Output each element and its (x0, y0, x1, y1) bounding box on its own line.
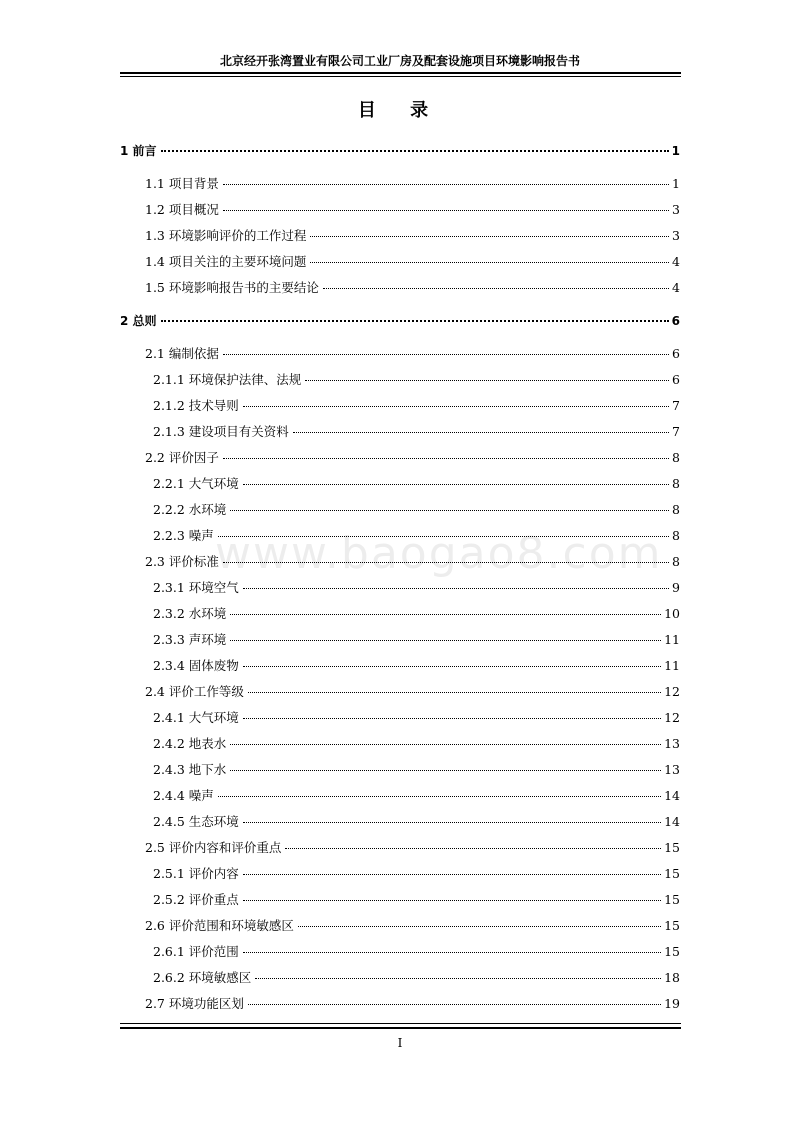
toc-entry-page: 15 (664, 840, 680, 855)
toc-entry[interactable] (145, 228, 680, 244)
toc-dot-leader (230, 770, 661, 771)
toc-entry[interactable] (153, 606, 680, 622)
toc-entry[interactable] (145, 684, 680, 700)
toc-entry-label: 2.4.5 生态环境 (153, 814, 239, 829)
toc-entry-page: 6 (672, 372, 680, 387)
toc-entry[interactable] (153, 944, 680, 960)
toc-dot-leader (248, 692, 661, 693)
toc-dot-leader (243, 666, 661, 667)
toc-entry[interactable] (145, 996, 680, 1012)
toc-entry-page: 12 (664, 684, 680, 699)
toc-entry-page: 19 (664, 996, 680, 1011)
toc-entry-label: 2.3.3 声环境 (153, 632, 227, 647)
toc-dot-leader (243, 952, 661, 953)
toc-entry-page: 1 (671, 144, 680, 158)
toc-entry-page: 13 (664, 762, 680, 777)
toc-dot-leader (323, 288, 669, 289)
toc-dot-leader (255, 978, 661, 979)
toc-entry-label: 2.6.2 环境敏感区 (153, 970, 252, 985)
toc-entry-page: 7 (672, 398, 680, 413)
toc-dot-leader (243, 718, 661, 719)
toc-entry-label: 2.4.3 地下水 (153, 762, 227, 777)
toc-entry[interactable] (153, 762, 680, 778)
toc-entry-page: 14 (664, 788, 680, 803)
toc-entry[interactable] (153, 580, 680, 596)
toc-entry[interactable] (153, 658, 680, 674)
toc-dot-leader (230, 640, 661, 641)
toc-entry-page: 6 (672, 346, 680, 361)
toc-entry-page: 10 (664, 606, 680, 621)
toc-entry-page: 15 (664, 866, 680, 881)
watermark: www.baogao8.com (215, 528, 663, 579)
toc-entry-page: 11 (664, 658, 680, 673)
toc-entry-page: 8 (672, 476, 680, 491)
toc-entry[interactable] (145, 202, 680, 218)
toc-entry-page: 18 (664, 970, 680, 985)
toc-entry[interactable] (153, 398, 680, 414)
toc-entry-label: 1.5 环境影响报告书的主要结论 (145, 280, 319, 295)
toc-entry[interactable] (145, 918, 680, 934)
toc-entry-label: 2.1.3 建设项目有关资料 (153, 424, 289, 439)
toc-entry-label: 1.3 环境影响评价的工作过程 (145, 228, 307, 243)
toc-dot-leader (243, 484, 669, 485)
toc-entry[interactable] (153, 424, 680, 440)
toc-dot-leader (243, 588, 669, 589)
toc-entry-page: 3 (672, 202, 680, 217)
toc-entry[interactable] (145, 554, 680, 570)
toc-entry-label: 2.4.2 地表水 (153, 736, 227, 751)
toc-entry[interactable] (145, 840, 680, 856)
toc-dot-leader (223, 354, 669, 355)
toc-dot-leader (218, 536, 669, 537)
toc-entry-label: 2.2.2 水环境 (153, 502, 227, 517)
toc-dot-leader (223, 184, 669, 185)
toc-entry[interactable] (120, 143, 680, 159)
toc-dot-leader (293, 432, 669, 433)
toc-dot-leader (223, 210, 669, 211)
toc-entry[interactable] (153, 528, 680, 544)
toc-dot-leader (298, 926, 661, 927)
toc-dot-leader (230, 744, 661, 745)
header-rule-thick (120, 72, 681, 74)
toc-entry[interactable] (153, 814, 680, 830)
toc-entry-page: 1 (672, 176, 680, 191)
toc-dot-leader (310, 262, 669, 263)
toc-dot-leader (223, 458, 669, 459)
toc-entry-label: 1 前言 (120, 144, 157, 158)
toc-entry-label: 2.3 评价标准 (145, 554, 219, 569)
toc-dot-leader (305, 380, 669, 381)
toc-entry-label: 1.2 项目概况 (145, 202, 219, 217)
toc-entry[interactable] (153, 632, 680, 648)
toc-entry-page: 15 (664, 918, 680, 933)
toc-entry-page: 14 (664, 814, 680, 829)
toc-dot-leader (223, 562, 669, 563)
toc-entry-label: 2.4.4 噪声 (153, 788, 214, 803)
toc-entry-label: 2.3.2 水环境 (153, 606, 227, 621)
toc-entry-page: 12 (664, 710, 680, 725)
toc-entry[interactable] (153, 892, 680, 908)
toc-entry-label: 2.6 评价范围和环境敏感区 (145, 918, 294, 933)
toc-entry-page: 9 (672, 580, 680, 595)
toc-entry[interactable] (153, 788, 680, 804)
toc-entry[interactable] (145, 450, 680, 466)
running-header: 北京经开张湾置业有限公司工业厂房及配套设施项目环境影响报告书 (219, 54, 580, 68)
toc-dot-leader (230, 614, 661, 615)
toc-entry-page: 4 (672, 280, 680, 295)
toc-dot-leader (243, 874, 661, 875)
toc-entry-label: 2.1.1 环境保护法律、法规 (153, 372, 302, 387)
toc-entry[interactable] (145, 254, 680, 270)
toc-entry-page: 8 (672, 450, 680, 465)
toc-entry-page: 15 (664, 892, 680, 907)
toc-entry[interactable] (145, 176, 680, 192)
toc-entry-label: 1.1 项目背景 (145, 176, 219, 191)
toc-entry-label: 2.3.4 固体废物 (153, 658, 239, 673)
toc-entry-label: 2.1.2 技术导则 (153, 398, 239, 413)
toc-entry[interactable] (153, 502, 680, 518)
toc-dot-leader (243, 406, 669, 407)
toc-entry-page: 8 (672, 528, 680, 543)
toc-dot-leader (248, 1004, 661, 1005)
toc-dot-leader (310, 236, 669, 237)
toc-entry-page: 3 (672, 228, 680, 243)
toc-dot-leader (243, 822, 661, 823)
toc-entry[interactable] (145, 346, 680, 362)
toc-entry[interactable] (120, 313, 680, 329)
toc-entry-label: 2.1 编制依据 (145, 346, 219, 361)
footer-rule-thin (120, 1023, 681, 1024)
toc-entry-label: 2.2 评价因子 (145, 450, 219, 465)
toc-dot-leader (285, 848, 661, 849)
toc-entry-page: 13 (664, 736, 680, 751)
toc-entry-label: 2.6.1 评价范围 (153, 944, 239, 959)
toc-entry-page: 8 (672, 502, 680, 517)
toc-entry-label: 2.7 环境功能区划 (145, 996, 244, 1011)
toc-entry-page: 8 (672, 554, 680, 569)
toc-dot-leader (243, 900, 661, 901)
toc-dot-leader (161, 150, 669, 152)
toc-entry-label: 2.2.3 噪声 (153, 528, 214, 543)
toc-entry-label: 2.5.2 评价重点 (153, 892, 239, 907)
toc-title: 目 录 (357, 100, 443, 121)
toc-entry-page: 15 (664, 944, 680, 959)
toc-entry-page: 11 (664, 632, 680, 647)
toc-entry-label: 2.4.1 大气环境 (153, 710, 239, 725)
toc-entry[interactable] (153, 970, 680, 986)
toc-entry-label: 2.5.1 评价内容 (153, 866, 239, 881)
header-rule-thin (120, 76, 681, 77)
toc-entry[interactable] (145, 280, 680, 296)
toc-dot-leader (218, 796, 661, 797)
toc-entry[interactable] (153, 710, 680, 726)
toc-entry-label: 2.3.1 环境空气 (153, 580, 239, 595)
toc-entry-label: 2.4 评价工作等级 (145, 684, 244, 699)
toc-dot-leader (161, 320, 669, 322)
footer-rule-thick (120, 1027, 681, 1029)
toc-dot-leader (230, 510, 669, 511)
toc-entry[interactable] (153, 736, 680, 752)
toc-entry-page: 6 (671, 314, 680, 328)
toc-entry[interactable] (153, 866, 680, 882)
toc-entry[interactable] (153, 476, 680, 492)
toc-entry-label: 1.4 项目关注的主要环境问题 (145, 254, 307, 269)
toc-entry[interactable] (153, 372, 680, 388)
toc-entry-label: 2 总则 (120, 314, 157, 328)
toc-entry-label: 2.5 评价内容和评价重点 (145, 840, 282, 855)
toc-entry-label: 2.2.1 大气环境 (153, 476, 239, 491)
toc-entry-page: 7 (672, 424, 680, 439)
toc-entry-page: 4 (672, 254, 680, 269)
page-number: I (397, 1036, 403, 1050)
